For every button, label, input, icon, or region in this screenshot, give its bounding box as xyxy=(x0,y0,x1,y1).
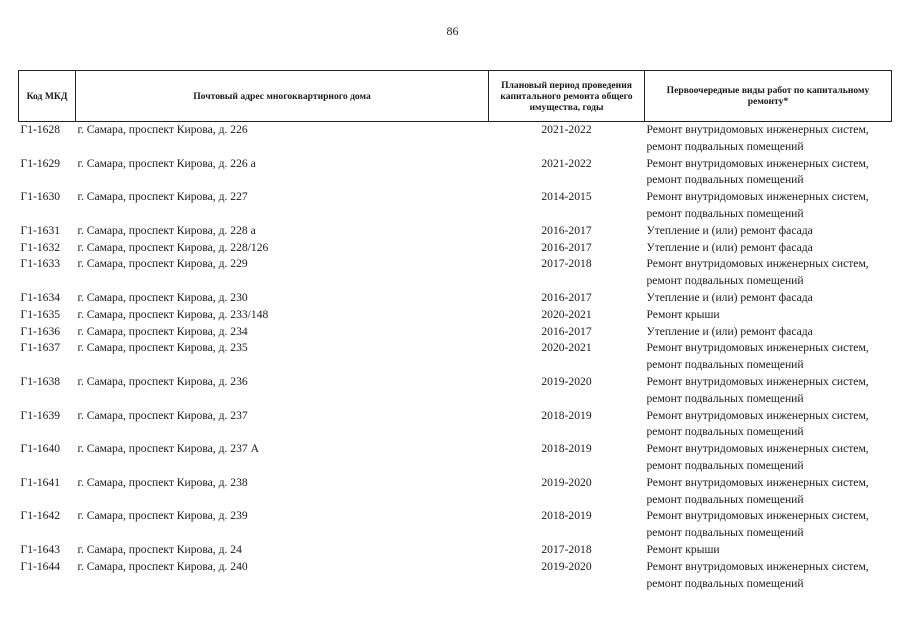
works-line: Ремонт внутридомовых инженерных систем, xyxy=(646,156,869,170)
cell-address: г. Самара, проспект Кирова, д. 236 xyxy=(77,374,248,388)
works-line: ремонт подвальных помещений xyxy=(646,391,804,405)
header-code: Код МКД xyxy=(19,71,76,122)
cell-period: 2016-2017 xyxy=(541,290,592,304)
cell-works xyxy=(645,324,892,341)
works-line: Ремонт внутридомовых инженерных систем, xyxy=(646,509,869,523)
cell-house-code: Г1-1639 xyxy=(20,408,61,422)
works-line: Ремонт внутридомовых инженерных систем, xyxy=(646,341,869,355)
works-line: Утепление и (или) ремонт фасада xyxy=(646,240,813,254)
works-line: ремонт подвальных помещений xyxy=(646,425,804,439)
cell-period: 2017-2018 xyxy=(541,257,592,271)
table-row xyxy=(19,542,892,559)
table-row xyxy=(19,340,892,374)
cell-address: г. Самара, проспект Кирова, д. 228/126 xyxy=(77,240,269,254)
table-header-row xyxy=(19,71,892,122)
table-row xyxy=(19,256,892,290)
cell-address: г. Самара, проспект Кирова, д. 237 xyxy=(77,408,248,422)
cell-house-code: Г1-1638 xyxy=(20,374,61,388)
cell-period: 2021-2022 xyxy=(541,156,592,170)
cell-works xyxy=(645,223,892,240)
cell-works xyxy=(645,307,892,324)
cell-address: г. Самара, проспект Кирова, д. 239 xyxy=(77,509,248,523)
works-line: ремонт подвальных помещений xyxy=(646,492,804,506)
cell-house-code: Г1-1642 xyxy=(20,509,61,523)
cell-works xyxy=(645,374,892,408)
cell-house-code: Г1-1636 xyxy=(20,324,61,338)
cell-house-code: Г1-1643 xyxy=(20,542,61,556)
cell-house-code: Г1-1628 xyxy=(20,123,61,136)
cell-address: г. Самара, проспект Кирова, д. 226 а xyxy=(77,156,256,170)
cell-house-code: Г1-1634 xyxy=(20,290,61,304)
cell-house-code: Г1-1631 xyxy=(20,223,61,237)
works-line: Ремонт внутридомовых инженерных систем, xyxy=(646,475,869,489)
cell-address: г. Самара, проспект Кирова, д. 24 xyxy=(77,542,242,556)
cell-period: 2020-2021 xyxy=(541,307,592,321)
cell-works xyxy=(645,156,892,190)
table-row xyxy=(19,122,892,156)
cell-house-code: Г1-1641 xyxy=(20,475,61,489)
table-row xyxy=(19,223,892,240)
cell-period: 2018-2019 xyxy=(541,509,592,523)
cell-house-code: Г1-1630 xyxy=(20,190,61,204)
cell-period: 2016-2017 xyxy=(541,240,592,254)
works-line: ремонт подвальных помещений xyxy=(646,139,804,153)
works-line: ремонт подвальных помещений xyxy=(646,173,804,187)
cell-house-code: Г1-1637 xyxy=(20,341,61,355)
works-line: Ремонт внутридомовых инженерных систем, xyxy=(646,190,869,204)
cell-house-code: Г1-1633 xyxy=(20,257,61,271)
cell-works xyxy=(645,122,892,156)
works-line: Ремонт внутридомовых инженерных систем, xyxy=(646,559,869,573)
table-row xyxy=(19,475,892,509)
cell-period: 2018-2019 xyxy=(541,442,592,456)
cell-works xyxy=(645,542,892,559)
table-row xyxy=(19,374,892,408)
table-row xyxy=(19,290,892,307)
table-row xyxy=(19,508,892,542)
cell-works xyxy=(645,508,892,542)
page-number: 86 xyxy=(446,24,459,38)
cell-works xyxy=(645,290,892,307)
table-row xyxy=(19,559,892,593)
cell-address: г. Самара, проспект Кирова, д. 228 а xyxy=(77,223,256,237)
cell-period: 2019-2020 xyxy=(541,559,592,573)
works-line: Ремонт внутридомовых инженерных систем, xyxy=(646,257,869,271)
cell-period: 2017-2018 xyxy=(541,542,592,556)
works-line: Утепление и (или) ремонт фасада xyxy=(646,324,813,338)
cell-works xyxy=(645,441,892,475)
cell-address: г. Самара, проспект Кирова, д. 238 xyxy=(77,475,248,489)
table-row xyxy=(19,156,892,190)
table-row xyxy=(19,189,892,223)
cell-address: г. Самара, проспект Кирова, д. 230 xyxy=(77,290,248,304)
cell-works xyxy=(645,559,892,593)
cell-address: г. Самара, проспект Кирова, д. 234 xyxy=(77,324,248,338)
cell-period: 2018-2019 xyxy=(541,408,592,422)
works-line: Ремонт крыши xyxy=(646,307,720,321)
cell-house-code: Г1-1640 xyxy=(20,442,61,456)
table-row xyxy=(19,240,892,257)
header-period: Плановый период проведения капитального ремонта общего имущества, годы xyxy=(489,71,645,122)
header-works: Первоочередные виды работ по капитальному ремонту* xyxy=(645,71,892,122)
cell-address: г. Самара, проспект Кирова, д. 227 xyxy=(77,190,248,204)
cell-works xyxy=(645,189,892,223)
cell-house-code: Г1-1644 xyxy=(20,559,61,573)
works-line: ремонт подвальных помещений xyxy=(646,576,804,590)
header-address: Почтовый адрес многоквартирного дома xyxy=(76,71,489,122)
cell-house-code: Г1-1629 xyxy=(20,156,61,170)
capital-repair-table xyxy=(18,70,892,592)
works-line: Ремонт внутридомовых инженерных систем, xyxy=(646,374,869,388)
cell-address: г. Самара, проспект Кирова, д. 240 xyxy=(77,559,248,573)
works-line: ремонт подвальных помещений xyxy=(646,458,804,472)
table-body xyxy=(19,122,892,593)
cell-period: 2019-2020 xyxy=(541,475,592,489)
cell-address: г. Самара, проспект Кирова, д. 233/148 xyxy=(77,307,269,321)
works-line: Утепление и (или) ремонт фасада xyxy=(646,223,813,237)
cell-works xyxy=(645,256,892,290)
works-line: Ремонт внутридомовых инженерных систем, xyxy=(646,442,869,456)
cell-period: 2021-2022 xyxy=(541,123,592,136)
works-line: ремонт подвальных помещений xyxy=(646,526,804,540)
cell-address: г. Самара, проспект Кирова, д. 237 А xyxy=(77,442,259,456)
cell-address: г. Самара, проспект Кирова, д. 226 xyxy=(77,123,248,136)
table-row xyxy=(19,324,892,341)
cell-period: 2020-2021 xyxy=(541,341,592,355)
cell-house-code: Г1-1632 xyxy=(20,240,61,254)
works-line: Ремонт внутридомовых инженерных систем, xyxy=(646,123,869,136)
works-line: Утепление и (или) ремонт фасада xyxy=(646,290,813,304)
cell-period: 2016-2017 xyxy=(541,223,592,237)
cell-address: г. Самара, проспект Кирова, д. 229 xyxy=(77,257,248,271)
cell-works xyxy=(645,475,892,509)
works-line: Ремонт крыши xyxy=(646,542,720,556)
works-line: ремонт подвальных помещений xyxy=(646,274,804,288)
table-row xyxy=(19,307,892,324)
cell-works xyxy=(645,340,892,374)
works-line: Ремонт внутридомовых инженерных систем, xyxy=(646,408,869,422)
cell-address: г. Самара, проспект Кирова, д. 235 xyxy=(77,341,248,355)
table-row xyxy=(19,441,892,475)
cell-period: 2016-2017 xyxy=(541,324,592,338)
cell-house-code: Г1-1635 xyxy=(20,307,61,321)
cell-period: 2019-2020 xyxy=(541,374,592,388)
table-row xyxy=(19,408,892,442)
cell-period: 2014-2015 xyxy=(541,190,592,204)
works-line: ремонт подвальных помещений xyxy=(646,206,804,220)
works-line: ремонт подвальных помещений xyxy=(646,358,804,372)
cell-works xyxy=(645,240,892,257)
cell-works xyxy=(645,408,892,442)
